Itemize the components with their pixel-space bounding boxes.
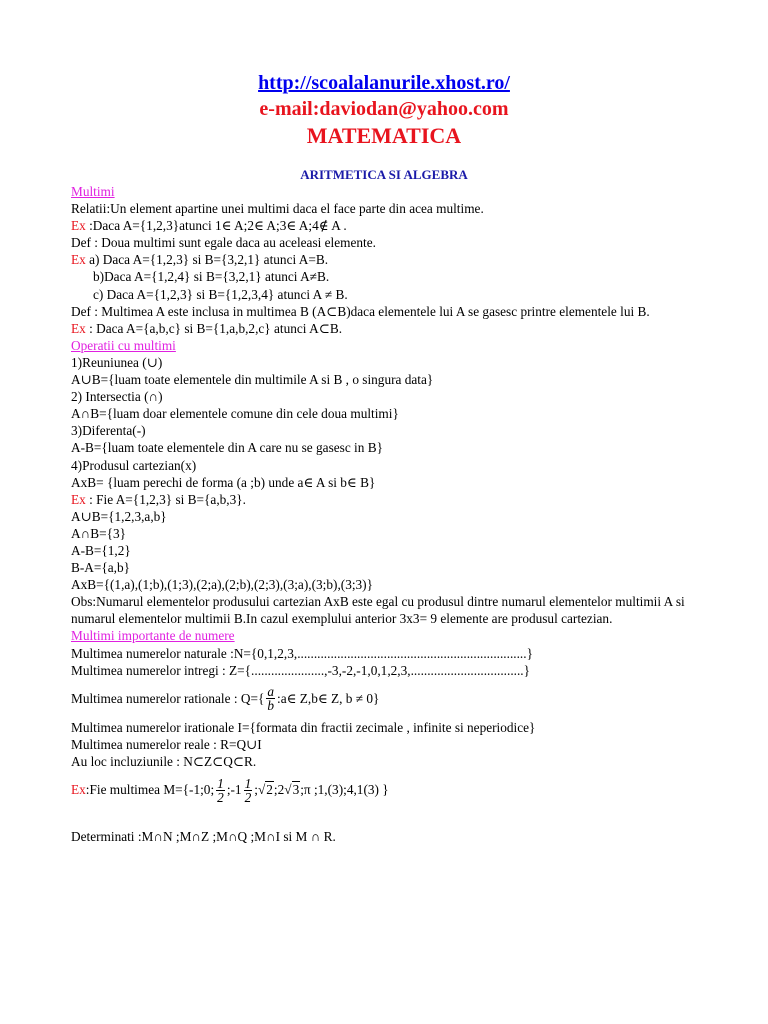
example-text: a) Daca A={1,2,3} si B={3,2,1} atunci A=B. bbox=[85, 252, 329, 268]
ex-label: Ex bbox=[71, 782, 86, 798]
example-text: : Fie A={1,2,3} si B={a,b,3}. bbox=[85, 491, 246, 507]
fraction-numerator: a bbox=[267, 684, 274, 700]
observation-text: Obs:Numarul elementelor produsului cartezian AxB este egal cu produsul dintre numarul elementelor multimii A si numarul elementelor multimii B.In cazul exemplului anterior 3x3= 9 elemente are produsul cartezian. bbox=[71, 594, 685, 627]
example-text: :Daca A={1,2,3}atunci 1∈ A;2∈ A;3∈ A;4∉ A . bbox=[85, 218, 347, 234]
example-text: : Daca A={a,b,c} si B={1,a,b,2,c} atunci A⊂B. bbox=[85, 320, 343, 336]
fraction-one-half bbox=[216, 777, 225, 804]
operation-line: 2) Intersectia (∩) bbox=[71, 389, 163, 405]
set-reale: Multimea numerelor reale : R=Q∪I bbox=[71, 736, 262, 752]
rationale-prefix: Multimea numerelor rationale : Q={ bbox=[71, 691, 265, 707]
sqrt-two: √2 bbox=[257, 782, 273, 798]
operation-line: A∪B={luam toate elementele din multimile A si B , o singura data} bbox=[71, 372, 434, 388]
operation-line: A∩B={luam doar elementele comune din cele doua multimi} bbox=[71, 406, 399, 422]
spacer bbox=[71, 810, 731, 828]
rationale-suffix: :a∈ Z,b∈ Z, b ≠ 0} bbox=[277, 691, 380, 707]
section-heading-numere: Multimi importante de numere bbox=[71, 628, 235, 644]
determinati-text: Determinati :M∩N ;M∩Z ;M∩Q ;M∩I si M ∩ R. bbox=[71, 829, 336, 844]
sqrt-argument: 2 bbox=[266, 782, 273, 798]
example-text: :Fie multimea M={-1;0; bbox=[85, 782, 215, 798]
email-heading: e-mail:daviodan@yahoo.com bbox=[259, 98, 509, 120]
section-heading-operatii: Operatii cu multimi bbox=[71, 337, 176, 353]
set-intregi: Multimea numerelor intregi : Z={......................,-3,-2,-1,0,1,2,3,..................................} bbox=[71, 662, 531, 678]
ex-label: Ex bbox=[71, 491, 86, 507]
example-text: ;2 bbox=[273, 782, 285, 798]
sqrt-argument: 3 bbox=[292, 782, 300, 798]
page-subtitle: ARITMETICA SI ALGEBRA bbox=[300, 167, 468, 182]
operation-line: 3)Diferenta(-) bbox=[71, 423, 146, 439]
result-line: B-A={a,b} bbox=[71, 560, 131, 576]
example-line bbox=[71, 320, 731, 337]
example-line-m bbox=[71, 770, 731, 810]
ex-label: Ex bbox=[71, 218, 86, 234]
ex-label: Ex bbox=[71, 320, 86, 336]
ex-label: Ex bbox=[71, 252, 86, 268]
definition-text: Def : Multimea A este inclusa in multimea B (A⊂B)daca elementele lui A se gasesc printre elementele lui B. bbox=[71, 303, 650, 319]
result-line: AxB={(1,a),(1;b),(1;3),(2;a),(2;b),(2;3),(3;a),(3;b),(3;3)} bbox=[71, 577, 373, 593]
operation-line: AxB= {luam perechi de forma (a ;b) unde a∈ A si b∈ B} bbox=[71, 474, 376, 490]
fraction-a-over-b bbox=[266, 685, 275, 712]
operation-line: 1)Reuniunea (∪) bbox=[71, 354, 163, 370]
operation-line: A-B={luam toate elementele din A care nu se gasesc in B} bbox=[71, 440, 383, 456]
result-line: A-B={1,2} bbox=[71, 542, 131, 558]
fraction-denominator: b bbox=[267, 698, 274, 714]
example-line bbox=[71, 217, 731, 234]
set-irationale: Multimea numerelor irationale I={formata din fractii zecimale , infinite si neperiodice} bbox=[71, 719, 536, 735]
result-line: A∪B={1,2,3,a,b} bbox=[71, 508, 167, 524]
result-line: A∩B={3} bbox=[71, 525, 126, 541]
fraction-numerator: 1 bbox=[217, 775, 224, 791]
sqrt-three: √3 bbox=[284, 782, 300, 798]
example-text: ;-1 bbox=[226, 782, 242, 798]
page-title: MATEMATICA bbox=[306, 123, 462, 148]
example-line bbox=[71, 491, 731, 508]
example-text: ; bbox=[254, 782, 258, 798]
example-text: b)Daca A={1,2,4} si B={3,2,1} atunci A≠B. bbox=[93, 269, 330, 285]
document-body bbox=[71, 183, 731, 845]
site-url-link[interactable]: http://scoalalanurile.xhost.ro/ bbox=[258, 72, 510, 94]
fraction-denominator: 2 bbox=[244, 789, 252, 805]
set-naturale: Multimea numerelor naturale :N={0,1,2,3,.....................................................................} bbox=[71, 645, 533, 661]
set-rationale bbox=[71, 679, 731, 719]
fraction-numerator: 1 bbox=[244, 775, 252, 791]
relatii-text: Relatii:Un element apartine unei multimi daca el face parte din acea multime. bbox=[71, 201, 484, 217]
example-text: ;π ;1,(3);4,1(3) } bbox=[300, 782, 389, 798]
example-line bbox=[71, 251, 731, 268]
fraction-denominator: 2 bbox=[217, 789, 224, 805]
operation-line: 4)Produsul cartezian(x) bbox=[71, 457, 197, 473]
incluziuni-text: Au loc incluziunile : N⊂Z⊂Q⊂R. bbox=[71, 753, 257, 769]
definition-text: Def : Doua multimi sunt egale daca au aceleasi elemente. bbox=[71, 235, 376, 251]
example-text: c) Daca A={1,2,3} si B={1,2,3,4} atunci A ≠ B. bbox=[93, 286, 348, 302]
section-heading-multimi: Multimi bbox=[71, 184, 115, 199]
fraction-one-half bbox=[244, 777, 253, 804]
